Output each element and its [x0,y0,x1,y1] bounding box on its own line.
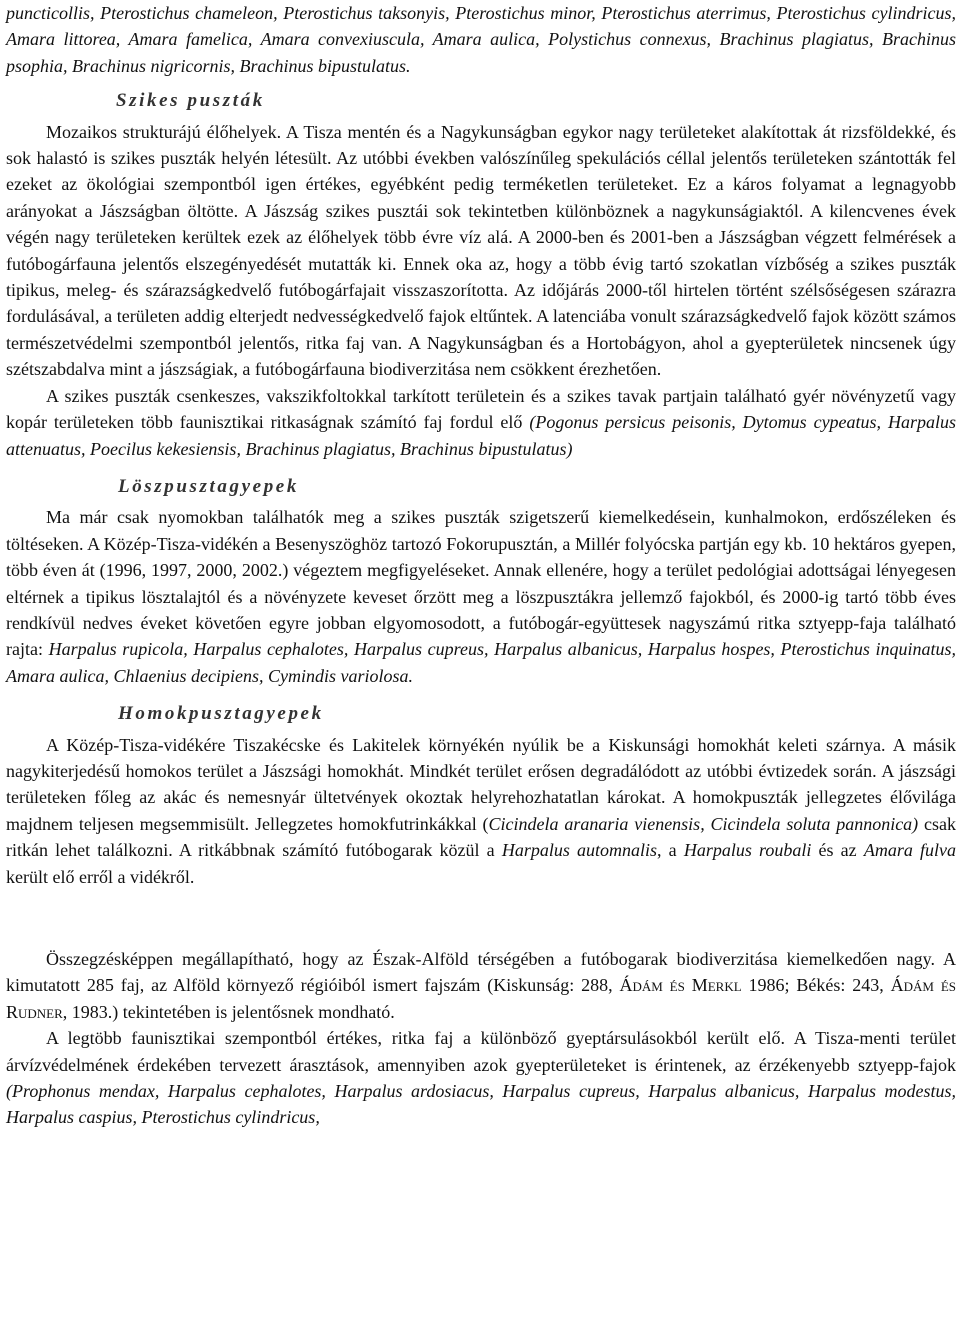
paragraph-szikes-2-species: (Pogonus persicus peisonis, Dytomus cypeatus, Harpalus attenuatus, Poecilus kekesiensis, Brachinus plagiatus, Brachinus bipustulatus) [6,412,957,459]
section-heading-homok: Homokpusztagyepek [118,703,324,725]
paragraph-summary-text-2: 1986; Békés: 243, [741,975,891,996]
paragraph-homok-species-4: Amara fulva [863,840,956,861]
paragraph-last-text: A legtöbb faunisztikai szempontból értékes, ritka faj a különböző gyeptársulásokból került elő. A Tisza-menti terület árvízvédelmének érdekében tervezett árasztások, amennyiben azok gyepterületeket is érintenek, az érzékenyebb sztyepp-fajok [6,1028,956,1075]
citation-adam-merkl: Ádám és Merkl [619,975,742,996]
paragraph-summary [6,946,956,1025]
paragraph-homok-text-5: került elő erről a vidékről. [6,866,195,887]
paragraph-homok-species-3: Harpalus roubali [683,840,812,861]
paragraph-homok-text-2: csak ritkán lehet találkozni. A ritkábbnak számító futóbogarak közül a [6,813,957,861]
citation-adam-rudner: Ádám és Rudner [6,975,957,1022]
paragraph-szikes-1: Mozaikos strukturájú élőhelyek. A Tisza mentén és a Nagykunságban egykor nagy területeket alakítottak át rizsföldekké, és sok halastó is szikes puszták helyén létesült. Az utóbbi években valószínűleg spekulációs céllal jelentős területeken szántották fel ezeket az ökológiai szempontból igen értékes, egyébként pedig terméketlen területeket. Ez a káros folyamat a legnagyobb arányokat a Jászságban öltötte. A Jászság szikes pusztái sok tekintetben különböznek a nagykunságiaktól. A kilencvenes évek végén nagy területeken kerültek ezek az élőhelyek több évre víz alá. A 2000-ben és 2001-ben a Jászságban végzett felmérések a futóbogárfauna jelentős elszegényedését mutatták ki. Ennek oka az, hogy a több évig tartó szokatlan vízbőség a szikes puszták tipikus, meleg- és szárazságkedvelő futóbogárfajait visszaszorította. Az időjárás 2000-től hirtelen történt szélsőségesen szárazra fordulásával, a területen addig elterjedt nedvességkedvelő fajok eltűntek. A latenciába vonult szárazságkedvelő fajok között számos természetvédelmi szempontból jelentős, ritka faj van. A Nagykunságban és a Hortobágyon, ahol a gyepterületek nincsenek úgy szétszabdalva mint a jászságiak, a futóbogárfauna biodiverzitása nem csökkent érezhetően. [6,121,956,380]
section-heading-losz: Löszpusztagyepek [118,475,299,497]
paragraph-last-species: (Prophonus mendax, Harpalus cephalotes, Harpalus ardosiacus, Harpalus cupreus, Harpalus albanicus, Harpalus modestus, Harpalus caspius, Pterostichus cylindricus, [6,1081,956,1128]
paragraph-losz-species: Harpalus rupicola, Harpalus cephalotes, Harpalus cupreus, Harpalus albanicus, Harpalus hospes, Pterostichus inquinatus, Amara aulica, Chlaenius decipiens, Cymindis variolosa. [6,639,956,686]
paragraph-summary-text-3: , 1983.) tekintetében is jelentősnek mondható. [62,1001,395,1022]
paragraph-szikes-2-text: A szikes puszták csenkeszes, vakszikfoltokkal tarkított területein és a szikes tavak partjain található gyér növényzetű vagy kopár területeken több faunisztikai ritkaságnak számító faj fordul elő [6,385,956,433]
paragraph-summary-text-1: Összegzésképpen megállapítható, hogy az Észak-Alföld térségében a futóbogarak biodiverzitása kiemelkedően nagy. A kimutatott 285 faj, az Alföld környező régióiból ismert fajszám (Kiskunság: 288, [6,949,956,996]
paragraph-homok-text-3: , a [657,840,684,861]
paragraph-losz [6,504,956,689]
paragraph-homok-species-1: Cicindela aranaria vienensis, Cicindela soluta pannonica) [488,813,919,834]
section-gap [6,890,956,946]
intro-species-list: puncticollis, Pterostichus chameleon, Pterostichus taksonyis, Pterostichus minor, Pterostichus aterrimus, Pterostichus cylindricus, Amara littorea, Amara famelica, Amara convexiuscula, Amara aulica, Polystichus connexus, Brachinus plagiatus, Brachinus psophia, Brachinus nigricornis, Brachinus bipustulatus. [6,3,956,76]
paragraph-losz-text: Ma már csak nyomokban találhatók meg a szikes puszták szigetszerű kiemelkedésein, kunhalmokon, erdőszéleken és töltéseken. A Közép-Tisza-vidékén a Besenyszöghöz tartozó Fokorupusztán, a Millér folyócska partján egy kb. 10 hektáros gyepen, több éven át (1996, 1997, 2000, 2002.) végeztem megfigyeléseket. Annak ellenére, hogy a terület pedológiai adottságai lényegesen eltérnek a tipikus lösztalajtól és a növényzete keveset őrzött meg a löszpusztákra jellemző fajokból, és 2000-ig tartó több éves rendkívül nedves éveket követően egyre jobban elgyomosodott, a futóbogár-együttesek nagyszámú ritka sztyepp-faja található rajta: [6,507,956,660]
paragraph-last [6,1025,956,1131]
intro-species-paragraph [6,0,956,79]
paragraph-homok-text-1: A Közép-Tisza-vidékére Tiszakécske és Lakitelek környékén nyúlik be a Kiskunsági homokhát keleti szárnya. A másik nagykiterjedésű homokos terület a Jászsági homokhát. Mindkét terület erősen degradálódott az utóbbi évtizedek során. A jászsági területeken főleg az akác és nemesnyár ültetvények okoztak helyrehozhatatlan károkat. A homokpuszták jellegzetes élővilága majdnem teljesen megsemmisült. Jellegzetes homokfutrinkákkal ( [6,734,956,834]
paragraph-homok-species-2: Harpalus automnalis [501,840,658,861]
paragraph-szikes-2 [6,383,956,462]
paragraph-homok [6,732,956,890]
section-heading-szikes: Szikes puszták [116,90,265,112]
paragraph-homok-text-4: és az [811,840,864,861]
